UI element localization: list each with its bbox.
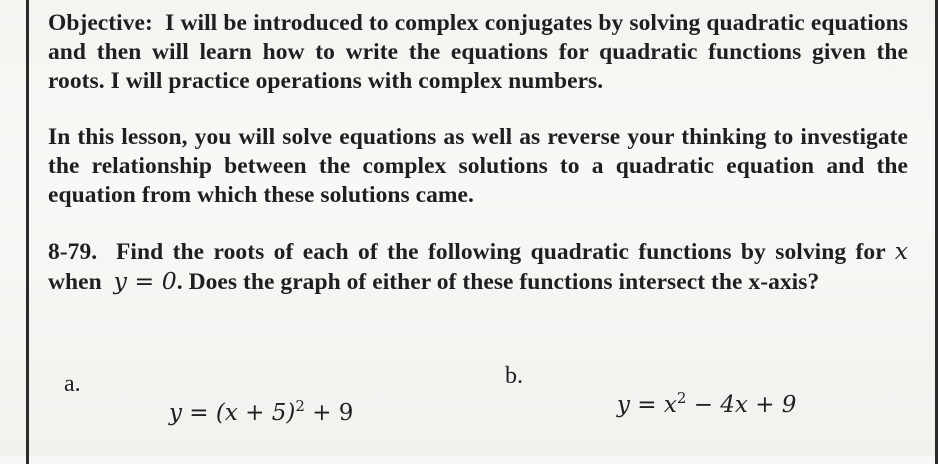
problem-variable-x: x bbox=[894, 237, 909, 265]
item-a-equation bbox=[169, 397, 353, 426]
problem-text-3: . Does the graph of either of these functions intersect the x-axis? bbox=[176, 269, 820, 295]
item-b-equation bbox=[617, 389, 796, 418]
problem-text-1: Find the roots of each of the following quadratic functions by solving for bbox=[116, 239, 886, 265]
problem-paragraph bbox=[48, 237, 908, 297]
item-a-lhs: y = (x + 5) bbox=[169, 400, 296, 426]
item-b-exponent: 2 bbox=[676, 389, 687, 407]
objective-label: Objective: bbox=[48, 10, 153, 36]
problem-text-2: when bbox=[48, 269, 102, 295]
objective-text: I will be introduced to complex conjugates by solving quadratic equations and then will learn how to write the equations for quadratic functions given the roots. I will practice operations with complex numbers. bbox=[48, 10, 908, 94]
item-a-label: a. bbox=[64, 371, 81, 397]
item-b-label: b. bbox=[505, 363, 523, 389]
problem-condition: y = 0 bbox=[113, 267, 177, 295]
item-a-rhs: + 9 bbox=[304, 400, 354, 426]
objective-paragraph bbox=[48, 9, 908, 96]
problem-number: 8-79. bbox=[48, 239, 98, 265]
item-b-rhs: − 4x + 9 bbox=[686, 392, 797, 418]
lesson-text: In this lesson, you will solve equations as well as reverse your thinking to investigate the relationship between the complex solutions to a quadratic equation and the equation from which these solutions came. bbox=[48, 124, 908, 208]
item-b-lhs: y = x bbox=[617, 392, 677, 418]
item-a-exponent: 2 bbox=[295, 397, 305, 415]
lesson-paragraph bbox=[48, 123, 908, 210]
